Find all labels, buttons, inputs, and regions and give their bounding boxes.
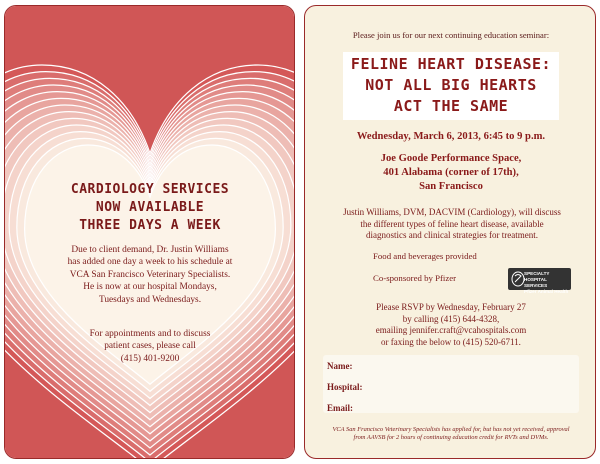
disclaimer-line: VCA San Francisco Veterinary Specialists has applied for, but has not yet received, approval — [332, 426, 570, 433]
rsvp-email-line[interactable]: emailing jennifer.craft@vcahospitals.com — [375, 325, 527, 336]
cardiology-title — [25, 181, 275, 235]
announcement-line: Tuesdays and Wednesdays. — [98, 294, 202, 305]
name-field[interactable] — [365, 359, 575, 373]
venue-line: San Francisco — [419, 181, 483, 192]
ce-credit-disclaimer — [317, 426, 585, 443]
logo-line: SPECIALTY HOSPITAL SERVICES — [524, 271, 550, 288]
specialty-hospital-services-logo — [508, 268, 571, 294]
rsvp-line: or faxing the below to (415) 520-6711. — [381, 336, 521, 347]
seminar-title-line: ACT THE SAME — [393, 97, 509, 115]
hospital-label: Hospital: — [327, 382, 363, 392]
seminar-card — [304, 5, 596, 459]
disclaimer-line: from AAVSB for 2 hours of continuing education credit for RVTs and DVMs. — [353, 434, 549, 442]
pfizer-emblem-icon — [511, 271, 525, 287]
description-line: Justin Williams, DVM, DACVIM (Cardiology), will discuss — [343, 207, 561, 217]
cardiology-title-line: THREE DAYS A WEEK — [79, 218, 221, 233]
cardiology-contact — [65, 328, 235, 365]
description-line: diagnostics and clinical strategies for treatment. — [366, 230, 538, 241]
announcement-line: has added one day a week to his schedule at — [67, 257, 233, 268]
name-label: Name: — [327, 361, 353, 371]
announcement-line: He is now at our hospital Mondays, — [83, 282, 217, 293]
cardiology-card — [4, 5, 295, 459]
hospital-field[interactable] — [373, 380, 575, 394]
seminar-description — [339, 207, 565, 242]
cardiology-title-line: NOW AVAILABLE — [95, 200, 205, 215]
announcement-line: VCA San Francisco Veterinary Specialists. — [69, 269, 231, 280]
contact-line: patient cases, please call — [104, 341, 196, 352]
logo-text — [524, 271, 570, 295]
phone-number: (415) 401-9200 — [120, 353, 180, 364]
cosponsor-note: Co-sponsored by Pfizer — [373, 273, 457, 283]
venue-line: 401 Alabama (corner of 17th), — [383, 167, 519, 178]
email-label: Email: — [327, 403, 353, 413]
seminar-venue — [305, 152, 596, 194]
rsvp-line: Please RSVP by Wednesday, February 27 — [376, 302, 526, 312]
rsvp-info — [305, 302, 596, 348]
seminar-invite: Please join us for our next continuing education seminar: — [352, 30, 550, 40]
logo-line: Pfizer Animal Health — [524, 289, 569, 294]
seminar-title-line: NOT ALL BIG HEARTS — [365, 76, 537, 94]
email-field[interactable] — [365, 401, 575, 415]
cardiology-title-line: CARDIOLOGY SERVICES — [70, 182, 230, 197]
description-line: the different types of feline heart disease, available — [360, 218, 544, 229]
contact-line: For appointments and to discuss — [89, 329, 211, 339]
cardiology-content — [5, 6, 295, 459]
rsvp-line: by calling (415) 644-4328, — [402, 313, 500, 324]
seminar-date: Wednesday, March 6, 2013, 6:45 to 9 p.m. — [356, 131, 546, 142]
food-note: Food and beverages provided — [373, 251, 477, 261]
seminar-title-line: FELINE HEART DISEASE: — [350, 55, 552, 73]
announcement-line: Due to client demand, Dr. Justin Williams — [71, 245, 229, 255]
cardiology-announcement — [65, 244, 235, 306]
venue-line: Joe Goode Performance Space, — [380, 153, 522, 164]
